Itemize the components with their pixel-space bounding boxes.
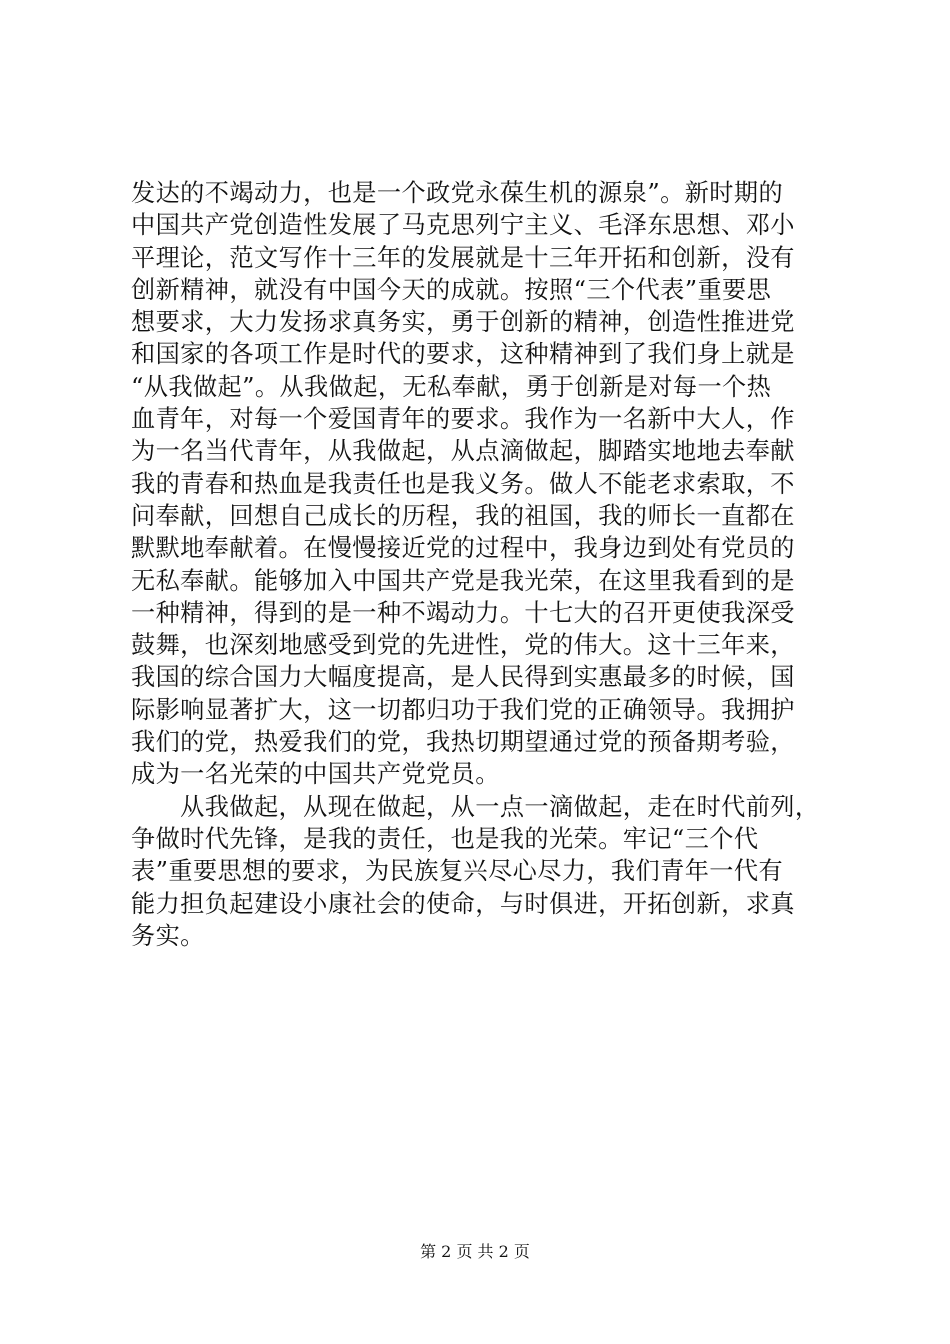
text-line: 表”重要思想的要求，为民族复兴尽心尽力，我们青年一代有 — [131, 857, 784, 886]
text-line: 际影响显著扩大，这一切都归功于我们党的正确领导。我拥护 — [131, 695, 795, 724]
page-number-footer: 第 2 页 共 2 页 — [420, 1242, 530, 1261]
text-line: 问奉献，回想自己成长的历程，我的祖国，我的师长一直都在 — [131, 501, 795, 530]
text-line: 发达的不竭动力，也是一个政党永葆生机的源泉”。新时期的 — [131, 179, 784, 207]
text-line: 鼓舞，也深刻地感受到党的先进性，党的伟大。这十三年来， — [131, 631, 795, 660]
text-line: 无私奉献。能够加入中国共产党是我光荣，在这里我看到的是 — [131, 566, 795, 595]
text-line: “从我做起”。从我做起，无私奉献，勇于创新是对每一个热 — [131, 372, 772, 401]
text-line: 为一名当代青年，从我做起，从点滴做起，脚踏实地地去奉献 — [131, 437, 795, 466]
text-line: 默默地奉献着。在慢慢接近党的过程中，我身边到处有党员的 — [131, 534, 795, 563]
text-line: 我国的综合国力大幅度提高，是人民得到实惠最多的时候，国 — [131, 663, 795, 692]
text-line: 平理论，范文写作十三年的发展就是十三年开拓和创新，没有 — [131, 243, 795, 272]
text-line: 血青年，对每一个爱国青年的要求。我作为一名新中大人，作 — [131, 405, 795, 434]
document-body — [131, 177, 831, 952]
text-line: 想要求，大力发扬求真务实，勇于创新的精神，创造性推进党 — [131, 308, 795, 337]
paragraph-2 — [131, 791, 831, 952]
text-line: 务实。 — [131, 921, 205, 950]
paragraph-1 — [131, 177, 831, 791]
text-line: 中国共产党创造性发展了马克思列宁主义、毛泽东思想、邓小 — [131, 211, 795, 240]
text-line: 创新精神，就没有中国今天的成就。按照“三个代表”重要思 — [131, 275, 772, 304]
text-line: 从我做起，从现在做起，从一点一滴做起，走在时代前列， — [131, 792, 820, 821]
text-line: 能力担负起建设小康社会的使命，与时俱进，开拓创新，求真 — [131, 889, 795, 918]
text-line: 我们的党，热爱我们的党，我热切期望通过党的预备期考验， — [131, 728, 795, 757]
text-line: 我的青春和热血是我责任也是我义务。做人不能老求索取，不 — [131, 469, 795, 498]
text-line: 一种精神，得到的是一种不竭动力。十七大的召开更使我深受 — [131, 598, 795, 627]
text-line: 成为一名光荣的中国共产党党员。 — [131, 760, 500, 789]
text-line: 和国家的各项工作是时代的要求，这种精神到了我们身上就是 — [131, 340, 795, 369]
text-line: 争做时代先锋，是我的责任，也是我的光荣。牢记“三个代 — [131, 824, 759, 853]
